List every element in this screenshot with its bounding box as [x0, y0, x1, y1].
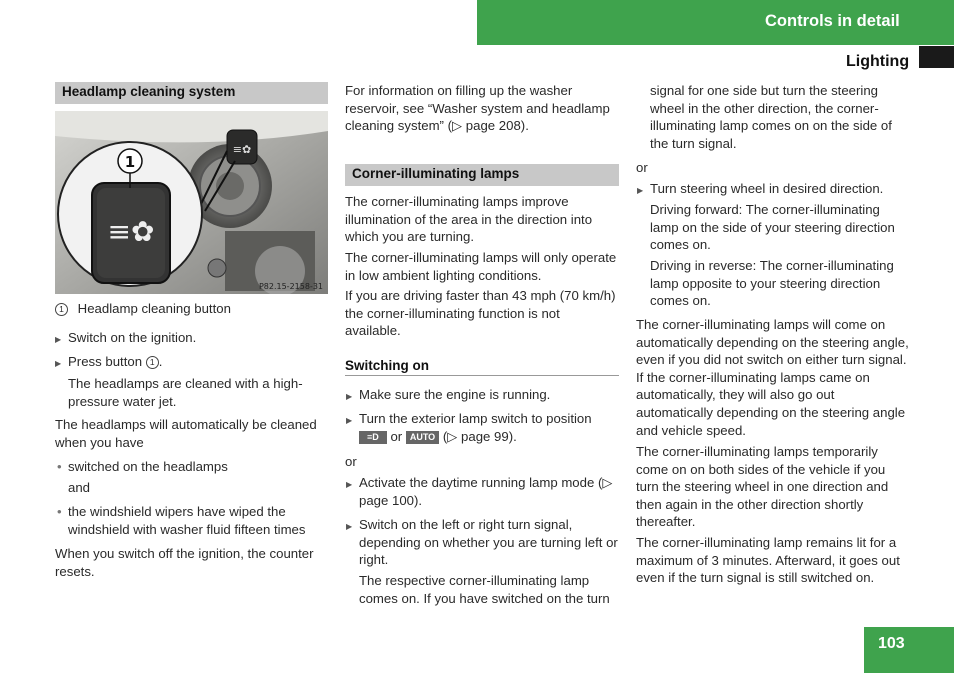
- section-heading-headlamp-cleaning: Headlamp cleaning system: [55, 82, 328, 104]
- or-separator: or: [636, 160, 648, 175]
- section-heading-corner-lamps: Corner-illuminating lamps: [345, 164, 619, 186]
- result-driving-forward: Driving forward: The corner-illuminating lamp on the side of your steering direction comes on.: [650, 202, 895, 253]
- caption-text: Headlamp cleaning button: [77, 301, 231, 316]
- button-number-icon: 1: [146, 356, 159, 369]
- low-beam-symbol-icon: ≡D: [359, 431, 387, 444]
- step-text: Press button: [68, 354, 143, 369]
- figure-caption: [55, 300, 328, 318]
- conjunction: and: [68, 480, 91, 495]
- section-title: Lighting: [846, 53, 910, 70]
- paragraph: The corner-illuminating lamps improve illumination of the area in the direction into which you are turning.: [345, 194, 593, 245]
- paragraph: The corner-illuminating lamp remains lit for a maximum of 3 minutes. Afterward, it goes out even if the turn signal is still switched on.: [636, 535, 900, 586]
- chapter-title: Controls in detail: [765, 12, 900, 30]
- step-result: The respective corner-illuminating lamp comes on. If you have switched on the turn: [359, 573, 610, 606]
- step-engine-running: ▶ Make sure the engine is running.: [359, 386, 619, 404]
- paragraph: The headlamps will automatically be cleaned when you have: [55, 417, 317, 450]
- svg-text:≡✿: ≡✿: [107, 215, 155, 248]
- paragraph: The corner-illuminating lamps will only operate in low ambient lighting conditions.: [345, 250, 617, 283]
- dashboard-photo: [55, 111, 328, 294]
- figure-code: P82.15-2158-31: [258, 282, 323, 291]
- list-item: • the windshield wipers have wiped the windshield with washer fluid fifteen times: [68, 503, 330, 538]
- step-turn-signal: ▶ Switch on the left or right turn signal, depending on whether you are turning left or right.: [359, 516, 621, 569]
- paragraph: For information on filling up the washer reservoir, see “Washer system and headlamp cleaning system” (▷ page 208).: [345, 83, 610, 134]
- svg-text:≡✿: ≡✿: [232, 143, 252, 156]
- paragraph: The corner-illuminating lamps temporarily come on on both sides of the vehicle if you turn the steering wheel in one direction and then again in the other direction shortly thereafter.: [636, 444, 889, 530]
- paragraph: When you switch off the ignition, the counter resets.: [55, 546, 314, 579]
- step-turn-steering: ▶ Turn steering wheel in desired direction.: [650, 180, 912, 198]
- paragraph: If you are driving faster than 43 mph (70 km/h) the corner-illuminating function is not available.: [345, 288, 616, 339]
- step-lamp-switch: ▶ Turn the exterior lamp switch to position ≡D or AUTO (▷ page 99).: [359, 410, 619, 445]
- step-daytime-running: ▶ Activate the daytime running lamp mode (▷ page 100).: [359, 474, 614, 509]
- page-number: 103: [878, 635, 905, 652]
- result-driving-reverse: Driving in reverse: The corner-illuminating lamp opposite to your steering direction comes on.: [650, 258, 894, 309]
- step-result-continued: signal for one side but turn the steering wheel in the other direction, the corner-illuminating lamp comes on on the side of the turn signal.: [650, 83, 892, 151]
- subheading-switching-on: Switching on: [345, 358, 619, 376]
- paragraph: The corner-illuminating lamps will come on automatically depending on the steering angle, even if you did not switch on either turn signal. If the corner-illuminating lamps came on automatically, they will also go out automatically depending on the steering angle and vehicle speed.: [636, 317, 909, 438]
- step-press-button: ▶ Press button 1 .: [68, 353, 328, 371]
- step-result: The headlamps are cleaned with a high-pressure water jet.: [68, 376, 303, 409]
- step-switch-ignition: ▶ Switch on the ignition.: [68, 329, 328, 347]
- callout-number: 1: [124, 153, 136, 171]
- headlamp-cleaning-figure: [55, 111, 328, 294]
- or-separator: or: [345, 454, 357, 469]
- chapter-tab-marker: [919, 46, 954, 68]
- list-item: • switched on the headlamps: [68, 458, 328, 476]
- caption-number-icon: 1: [55, 303, 68, 316]
- auto-symbol-icon: AUTO: [406, 431, 439, 444]
